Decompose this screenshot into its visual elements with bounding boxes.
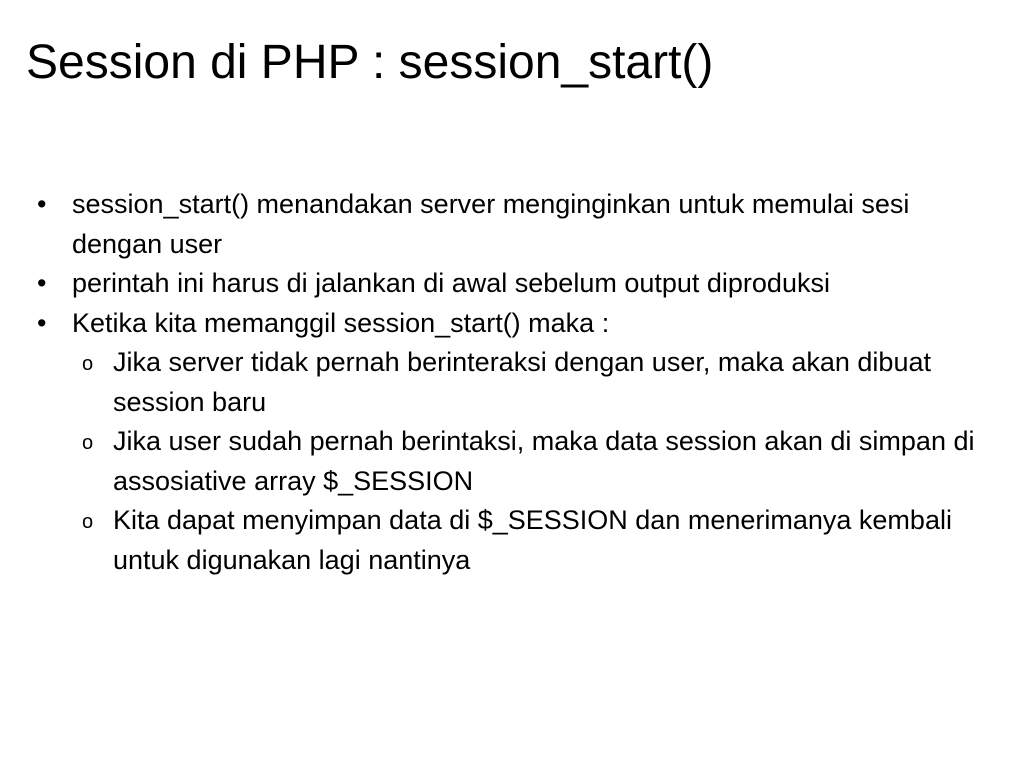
subbullet-text: Jika server tidak pernah berinteraksi dengan user, maka akan dibuat session baru xyxy=(113,347,931,417)
sub-list-item xyxy=(0,422,993,501)
slide-title: Session di PHP : session_start() xyxy=(26,36,714,89)
bullet-list xyxy=(0,185,1023,580)
bullet-marker: • xyxy=(37,307,47,338)
bullet-text: Ketika kita memanggil session_start() maka : xyxy=(72,307,610,338)
subbullet-marker: o xyxy=(82,353,94,375)
bullet-text: session_start() menandakan server menginginkan untuk memulai sesi dengan user xyxy=(72,189,910,259)
list-item xyxy=(0,304,952,344)
subbullet-marker: o xyxy=(82,432,94,454)
list-item xyxy=(0,264,952,304)
subbullet-text: Jika user sudah pernah berintaksi, maka data session akan di simpan di assosiative array $_SESSION xyxy=(113,426,975,496)
subbullet-text: Kita dapat menyimpan data di $_SESSION dan menerimanya kembali untuk digunakan lagi nantinya xyxy=(113,505,952,575)
sub-list-item xyxy=(0,343,993,422)
subbullet-marker: o xyxy=(82,511,94,533)
bullet-marker: • xyxy=(37,268,47,298)
bullet-text: perintah ini harus di jalankan di awal sebelum output diproduksi xyxy=(72,268,830,298)
bullet-marker: • xyxy=(37,189,47,219)
list-item xyxy=(0,185,952,264)
sub-list-item xyxy=(0,501,993,580)
